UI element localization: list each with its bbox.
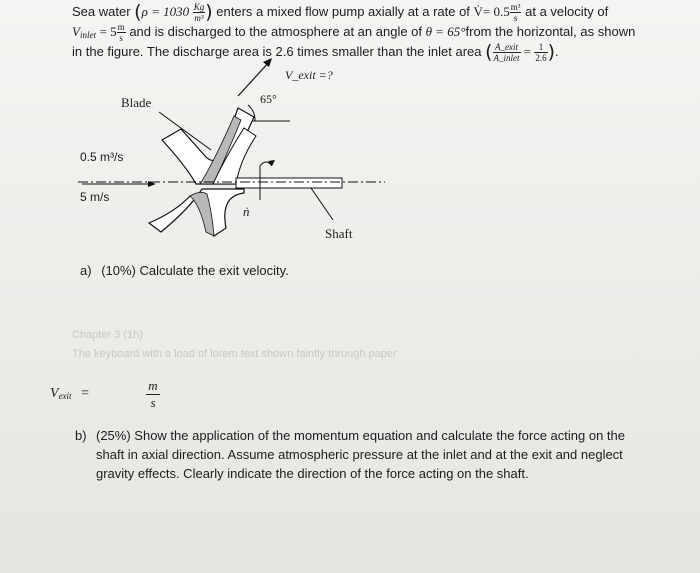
ratio-den: 2.6 [535,53,547,64]
velocity-label: 5 m/s [80,190,110,204]
rotation-label: ṅ [243,204,250,219]
area-num: A_exit [493,42,521,53]
rho-unit-num: Kg [193,2,205,13]
paren-close: ) [205,1,213,23]
paren-close-2: ) [547,41,556,63]
v-inlet-symbol: V [72,24,80,39]
paren-open-2: ( [485,41,493,63]
part-b-line-1: (25%) Show the application of the momentum equation and calculate the force acting on the [96,428,625,443]
part-a-label: a) [80,263,92,278]
rho-expression: ρ = 1030 [141,4,190,19]
ratio-num: 1 [534,42,547,53]
problem-line-3: in the figure. The discharge area is 2.6 times smaller than the inlet area ( $\frac{\text{A\_exit}}{\text{A\_inlet}}$ = $\frac{1}{2.6}$ ). [72,41,559,64]
answer-subscript: exit [58,391,72,401]
text-discharged: and is discharged to the atmosphere at an angle of [129,24,423,39]
angle-label: 65° [260,92,277,106]
part-a [80,261,289,280]
answer-unit-den: s [150,395,156,410]
v-inlet-unit-den: s [119,33,123,44]
paren-open: ( [134,1,142,23]
flow-rate-expression: V̇= 0.5 [473,4,510,19]
text-from-horizontal: from the horizontal, as shown [465,24,636,39]
part-b-label: b) [75,428,87,443]
shaft-label: Shaft [325,226,353,241]
text-discharge-area: in the figure. The discharge area is 2.6 times smaller than the inlet area [72,44,482,59]
ghost-text-1: Chapter 3 (1h) [72,329,143,341]
theta-expression: θ = 65° [425,24,466,39]
text-enters: enters a mixed flow pump axially at a rate of [216,4,470,19]
flow-rate-label: 0.5 m³/s [80,150,124,164]
exit-velocity-label: V_exit =? [285,68,333,82]
answer-equals: = [81,386,89,401]
blade-label: Blade [121,95,152,110]
text-at-velocity: at a velocity of [525,4,609,19]
flow-unit-den: s [513,13,518,24]
v-inlet-unit-num: m [117,22,125,33]
part-b-line-2: shaft in axial direction. Assume atmospheric pressure at the inlet and at the exit and neglect [96,447,623,462]
area-den: A_inlet [493,53,520,64]
shaft-pointer-line [311,188,333,220]
ghost-text-2: The keyboard with a load of lorem text shown faintly through paper [72,348,397,360]
v-inlet-value: = 5 [99,24,117,39]
exit-velocity-arrow [238,60,271,96]
shaft-body [236,178,342,188]
answer-unit-num: m [146,378,160,395]
flow-unit-num: m³ [510,2,521,13]
part-b-line-3: gravity effects. Clearly indicate the direction of the force acting on the shaft. [96,466,529,481]
v-inlet-subscript: inlet [79,30,96,40]
answer-line [50,386,89,402]
answer-unit [146,378,160,411]
part-a-text: (10%) Calculate the exit velocity. [101,263,289,278]
rho-unit-den: m³ [194,13,204,24]
answer-symbol: V [50,386,59,401]
exit-arrowhead [263,58,272,67]
equals-sign: = [520,44,535,59]
text-sea-water: Sea water [72,4,131,19]
